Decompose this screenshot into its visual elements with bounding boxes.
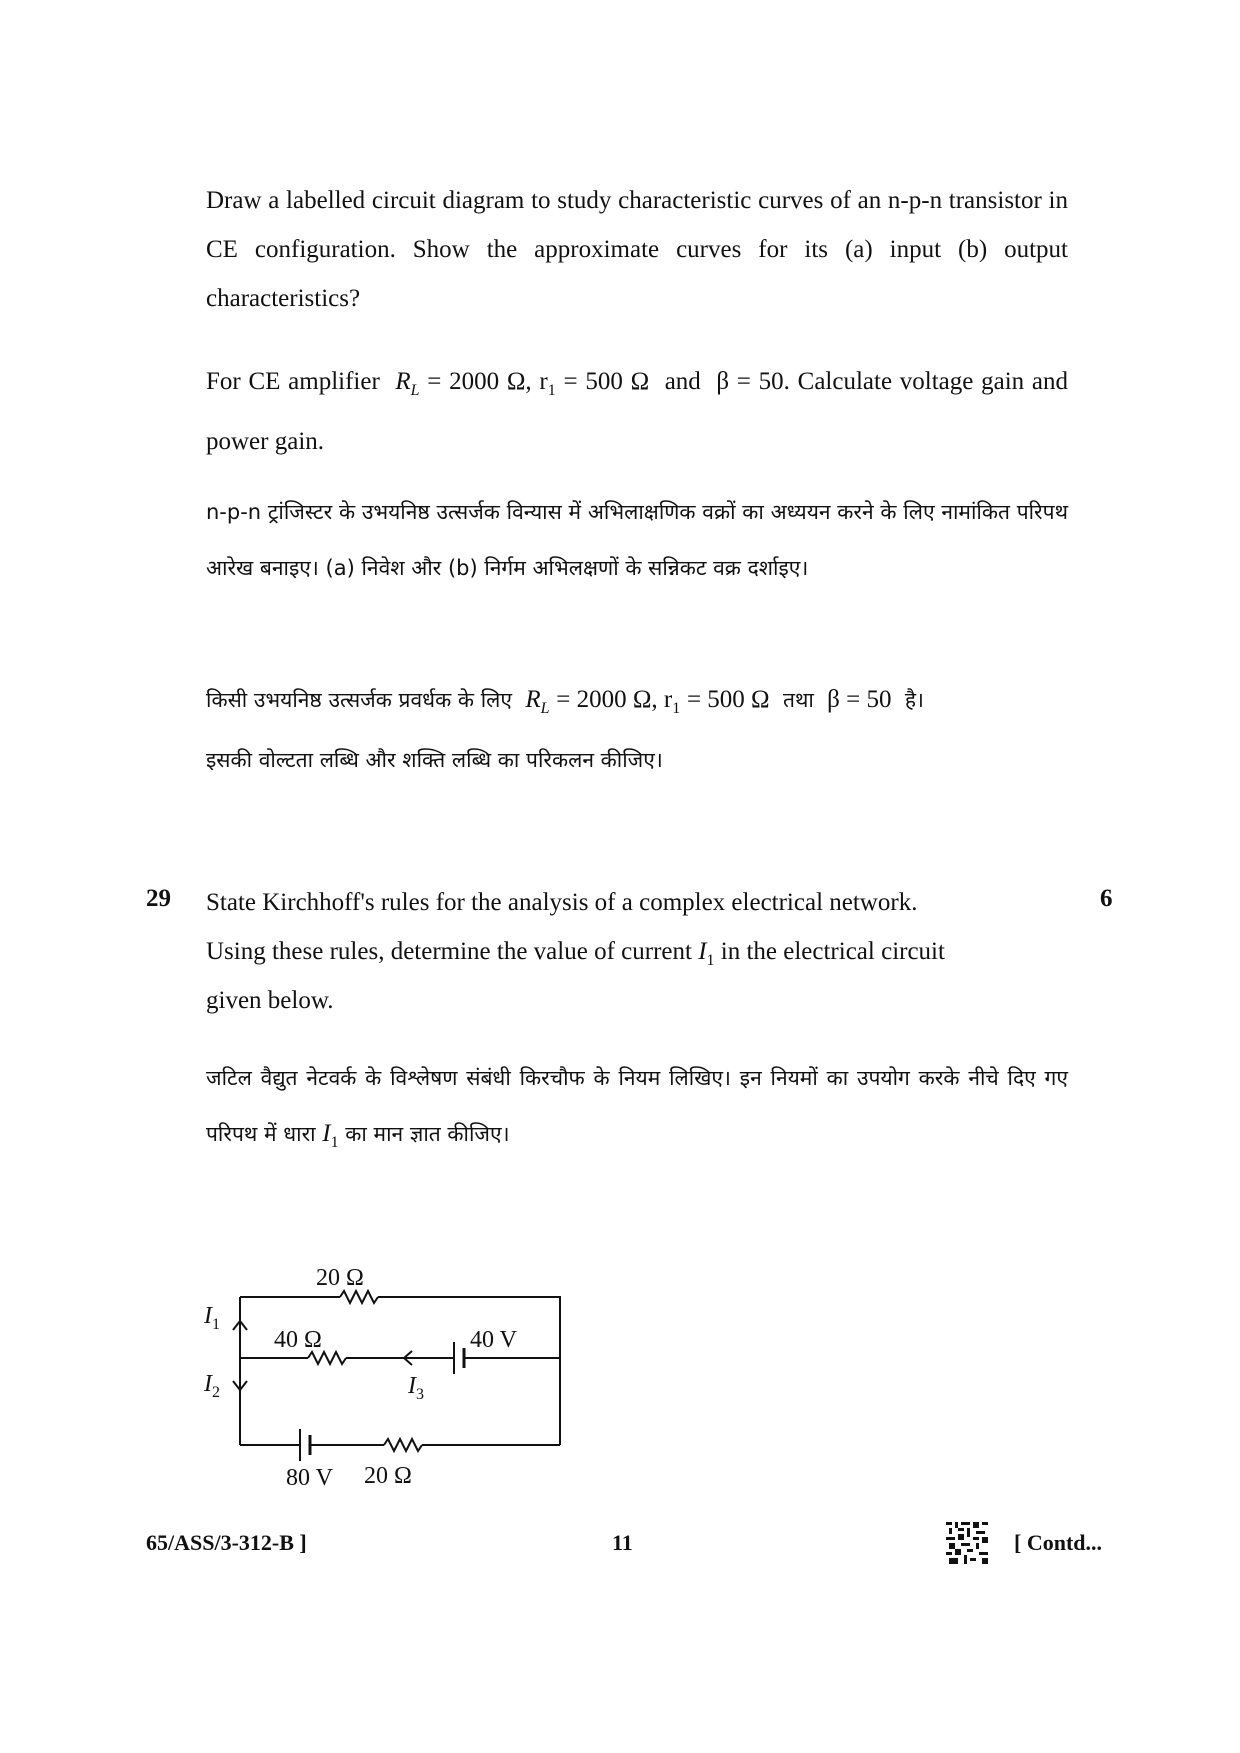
resistor-top xyxy=(340,1291,378,1303)
paper-code: 65/ASS/3-312-B ] xyxy=(146,1530,307,1555)
q28-hindi-paragraph-1: n-p-n ट्रांजिस्टर के उभयनिष्ठ उत्सर्जक विन्यास में अभिलाक्षणिक वक्रों का अध्ययन करने के लिए नामांकित परिपथ आरेख बनाइए। (a) निवेश और (b) निर्गम अभिलक्षणों के सन्निकट वक्र दर्शाइए। xyxy=(206,500,1068,580)
label-i2: $I_2$ xyxy=(204,1371,220,1401)
continued-label: [ Contd... xyxy=(1014,1530,1103,1555)
resistor-middle xyxy=(308,1352,346,1364)
q28-paragraph-1: Draw a labelled circuit diagram to study characteristic curves of an n-p-n transistor in CE configuration. Show the approximate curves for its (a) input (b) output characteristics? xyxy=(206,187,1068,312)
label-r-mid: 40 Ω xyxy=(274,1327,322,1353)
page-number: 11 xyxy=(612,1530,633,1555)
resistor-bottom xyxy=(384,1439,422,1451)
label-i3: $I_3$ xyxy=(408,1373,424,1403)
question-marks: 6 xyxy=(1100,885,1113,912)
q29-hindi-paragraph: जटिल वैद्युत नेटवर्क के विश्लेषण संबंधी किरचौफ के नियम लिखिए। इन नियमों का उपयोग करके नीचे दिए गए परिपथ में धारा $I_1$ का मान ज्ञात कीजिए। xyxy=(206,1066,1068,1151)
label-r-bot: 20 Ω xyxy=(364,1463,412,1489)
q28-hindi-paragraph-2: किसी उभयनिष्ठ उत्सर्जक प्रवर्धक के लिए $R_L = 2000$ Ω, $r_1 = 500$ Ω तथा β = 50 है। इसकी वोल्टता लब्धि और शक्ति लब्धि का परिकलन कीजिए। xyxy=(206,686,924,772)
qr-code-icon xyxy=(946,1522,988,1564)
q29-paragraph: State Kirchhoff's rules for the analysis of a complex electrical network. Using these rules, determine the value of current $I_1$ in the electrical circuit given below. xyxy=(206,889,945,1014)
label-i1: $I_1$ xyxy=(204,1303,220,1333)
q28-paragraph-2: For CE amplifier $R_L = 2000$ Ω, $r_1 = 500$ Ω and β = 50. Calculate voltage gain and power gain. xyxy=(206,368,1069,455)
question-number: 29 xyxy=(146,885,171,912)
label-r-top: 20 Ω xyxy=(316,1265,364,1291)
label-v-bot: 80 V xyxy=(286,1465,333,1491)
circuit-diagram xyxy=(190,1245,590,1495)
label-v-mid: 40 V xyxy=(470,1327,517,1353)
